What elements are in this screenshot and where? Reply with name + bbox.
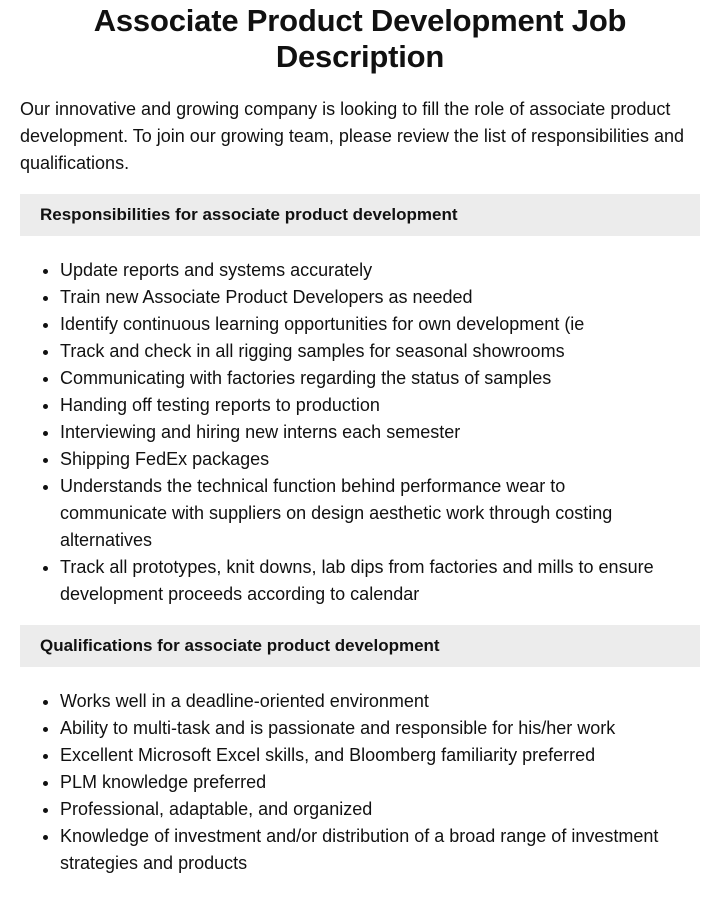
list-item: • Professional, adaptable, and organized [60, 796, 700, 823]
responsibilities-list [20, 257, 700, 608]
list-item: • Handing off testing reports to production [60, 392, 700, 419]
list-item: • Knowledge of investment and/or distribution of a broad range of investment strategies and products [60, 823, 700, 877]
list-item: • Excellent Microsoft Excel skills, and Bloomberg familiarity preferred [60, 742, 700, 769]
qualifications-heading-text: Qualifications for associate product development [40, 636, 440, 655]
list-item: • Works well in a deadline-oriented environment [60, 688, 700, 715]
list-item: • Communicating with factories regarding the status of samples [60, 365, 700, 392]
responsibilities-heading [20, 194, 700, 236]
list-item: • Interviewing and hiring new interns each semester [60, 419, 700, 446]
list-item: • PLM knowledge preferred [60, 769, 700, 796]
list-item: • Update reports and systems accurately [60, 257, 700, 284]
list-item: • Shipping FedEx packages [60, 446, 700, 473]
responsibilities-heading-text: Responsibilities for associate product development [40, 205, 458, 224]
qualifications-heading [20, 625, 700, 667]
intro-paragraph: Our innovative and growing company is looking to fill the role of associate product development. To join our growing team, please review the list of responsibilities and qualifications. [20, 99, 685, 173]
page-title: Associate Product Development Job Description [93, 3, 627, 74]
qualifications-list [20, 688, 700, 877]
list-item: • Track and check in all rigging samples for seasonal showrooms [60, 338, 700, 365]
list-item: • Track all prototypes, knit downs, lab dips from factories and mills to ensure development proceeds according to calendar [60, 554, 700, 608]
list-item: • Understands the technical function behind performance wear to communicate with suppliers on design aesthetic work through costing alternatives [60, 473, 700, 554]
list-item: • Ability to multi-task and is passionate and responsible for his/her work [60, 715, 700, 742]
list-item: • Train new Associate Product Developers as needed [60, 284, 700, 311]
list-item: • Identify continuous learning opportunities for own development (ie [60, 311, 700, 338]
